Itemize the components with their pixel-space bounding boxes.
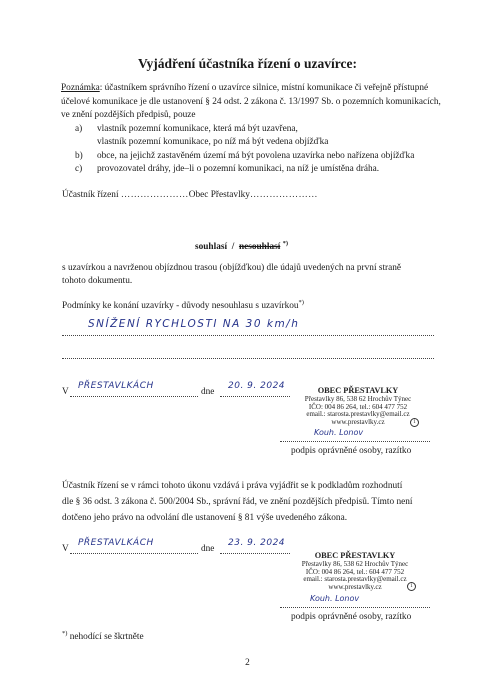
signature-2: Kouh. Lonov bbox=[310, 594, 360, 603]
footnote: *) nehodící se škrtněte bbox=[62, 630, 144, 643]
consent-agree: souhlasí bbox=[195, 242, 228, 253]
note-label: Poznámka bbox=[61, 83, 100, 93]
consent-text: s uzavírkou a navrženou objízdnou trasou (objížďkou) dle údajů uvedených na první straně tohoto dokumentu. bbox=[62, 263, 402, 286]
signature-1: Kouh. Lonov bbox=[314, 428, 364, 437]
note-line-2: účelové komunikace je dle ustanovení § 24 odst. 2 zákona č. 13/1997 Sb. o pozemních komunikacích, bbox=[61, 96, 441, 107]
participant-label: Účastník řízení bbox=[62, 190, 119, 200]
note-item-b: b) obce, na jejichž zastavěném území má být povolena uzavírka nebo nařízena objížďka bbox=[75, 150, 415, 161]
place-line-2 bbox=[70, 553, 198, 554]
note-item-c: c) provozovatel dráhy, jde–li o pozemní komunikaci, na níž je umístěna dráha. bbox=[75, 164, 380, 174]
page-title: Vyjádření účastníka řízení o uzavírce: bbox=[138, 56, 357, 71]
sig-caption-1: podpis oprávněné osoby, razítko bbox=[291, 446, 412, 456]
participant-value: Obec Přestavlky bbox=[188, 190, 250, 200]
dne-label-1: dne bbox=[201, 387, 215, 397]
conditions-line-2 bbox=[62, 358, 434, 359]
page-number: 2 bbox=[245, 658, 250, 668]
stamp-circle-icon: 1 bbox=[410, 418, 419, 427]
conditions-handwritten: SNÍŽENÍ RYCHLOSTI NA 30 km/h bbox=[88, 318, 300, 330]
participant-line: Účastník řízení …………………Obec Přestavlky………………… bbox=[62, 190, 318, 200]
date-2: 23. 9. 2024 bbox=[228, 538, 286, 548]
place-1: PŘESTAVLKÁCH bbox=[78, 381, 154, 391]
date-line-1 bbox=[220, 396, 290, 397]
consent-choice: souhlasí / nesouhlasí *) bbox=[195, 240, 289, 253]
stamp-circle-icon: 1 bbox=[407, 582, 416, 591]
conditions-label: Podmínky ke konání uzavírky - důvody nesouhlasu s uzavírkou*) bbox=[62, 299, 304, 312]
note-item-a: a) vlastník pozemní komunikace, která má být uzavřena, bbox=[75, 123, 298, 134]
v-label-1: V bbox=[62, 387, 69, 397]
dne-label-2: dne bbox=[201, 544, 215, 554]
v-label-2: V bbox=[62, 544, 69, 554]
waiver-paragraph: Účastník řízení se v rámci tohoto úkonu vzdává i práva vyjádřit se k podkladům rozhodnutí dle § 36 odst. 3 zákona č. 500/2004 Sb., správní řád, ve znění pozdějších předpisů. Tímto není dotčeno jeho právo na odvolání dle ustanovení § 81 výše uvedeného zákona. bbox=[62, 481, 413, 523]
place-2: PŘESTAVLKÁCH bbox=[78, 538, 154, 548]
stamp-2: OBEC PŘESTAVLKY Přestavlky 86, 538 62 Hrochův Týnec IČO: 004 86 264, tel.: 604 477 752 email.: starosta.prestavlky@email.cz www.prestavlky.cz bbox=[301, 551, 409, 591]
signature-line-1 bbox=[280, 441, 430, 442]
note-line-1: Poznámka: účastníkem správního řízení o uzavírce silnice, místní komunikace či veřejně přístupné bbox=[61, 83, 429, 93]
date-line-2 bbox=[220, 553, 290, 554]
place-line-1 bbox=[70, 396, 198, 397]
sig-caption-2: podpis oprávněné osoby, razítko bbox=[291, 612, 412, 622]
date-1: 20. 9. 2024 bbox=[228, 381, 286, 391]
consent-disagree: nesouhlasí bbox=[238, 242, 281, 253]
note-item-a2: vlastník pozemní komunikace, po níž má být vedena objížďka bbox=[97, 137, 329, 147]
note-line-3: ve znění pozdějších předpisů, pouze bbox=[61, 110, 196, 120]
conditions-line-1 bbox=[62, 335, 434, 336]
signature-line-2 bbox=[280, 607, 430, 608]
note-block bbox=[61, 82, 446, 177]
stamp-1: OBEC PŘESTAVLKY Přestavlky 86, 538 62 Hrochův Týnec IČO: 004 86 264, tel.: 604 477 752 email.: starosta.prestavlky@email.cz www.prestavlky.cz bbox=[304, 386, 412, 426]
